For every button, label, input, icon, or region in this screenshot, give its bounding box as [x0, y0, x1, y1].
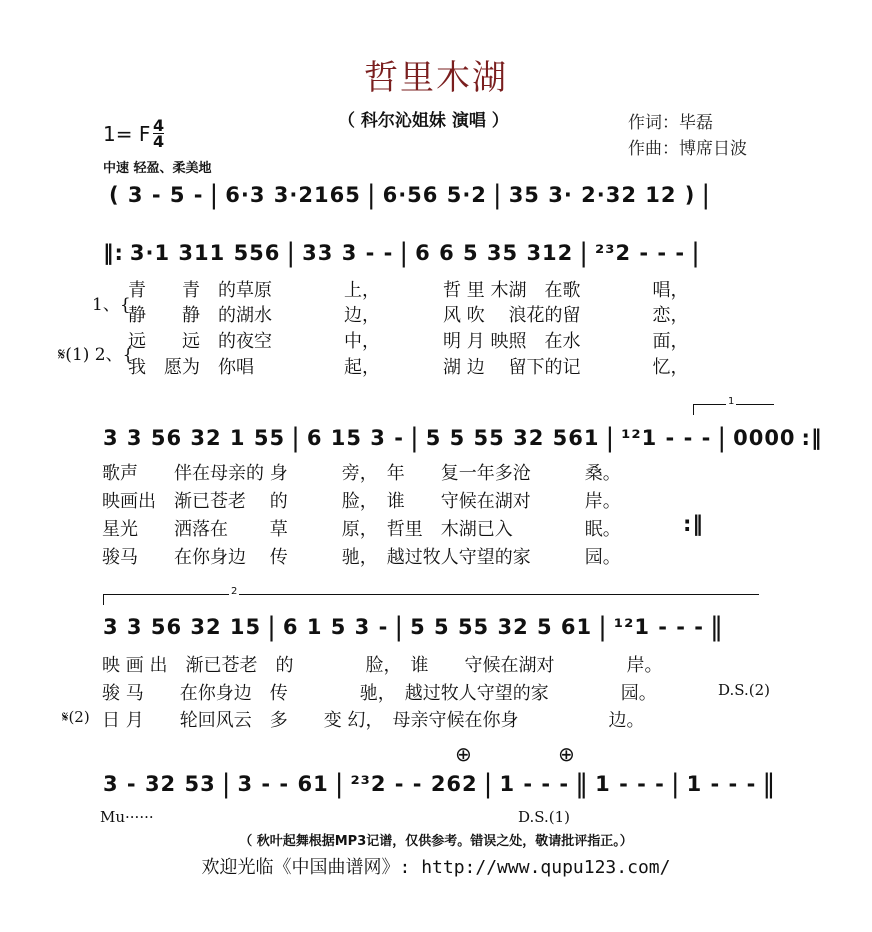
lyric-row: 远 远 的夜空 中， 明 月 映照 在水 面， — [128, 331, 689, 352]
final-barline: ‖ — [710, 612, 725, 642]
barline: | — [605, 423, 616, 453]
tempo-marking: 中速 轻盈、柔美地 — [103, 161, 212, 176]
barline: | — [394, 612, 405, 642]
final-barline: ‖ — [762, 769, 777, 799]
measure: ²³2 - - - — [595, 241, 686, 265]
intro-line — [103, 180, 711, 210]
measure: 6·3 3·2165 — [225, 183, 361, 207]
lyric-row: 映 画 出 渐已苍老 的 脸， 谁 守候在湖对 岸。 — [102, 655, 663, 676]
barline: | — [579, 238, 590, 268]
measure: 5 5 55 32 561 — [425, 426, 600, 450]
lyric-row: 映画出 渐已苍老 的 脸， 谁 守候在湖对 岸。 — [102, 491, 621, 512]
music-line-3 — [97, 612, 724, 642]
lyricist: 作词：毕磊 — [628, 113, 713, 133]
barline: | — [399, 238, 410, 268]
measure: 3 - 32 53 — [103, 772, 216, 796]
measure: 5 5 55 32 5 61 — [410, 615, 593, 639]
time-signature — [153, 118, 164, 149]
measure: 6·56 5·2 — [382, 183, 487, 207]
time-numerator: 4 — [153, 116, 165, 135]
measure: 6 6 5 35 312 — [415, 241, 574, 265]
barline: | — [209, 180, 220, 210]
measure: 35 3· 2·32 12 ) — [508, 183, 696, 207]
segno-2: 𝄋(2) — [62, 708, 90, 726]
music-line-1 — [103, 238, 701, 268]
lyric-row: 骏马 在你身边 传 驰， 越过牧人守望的家 园。 — [102, 547, 621, 568]
measure: 3·1 311 556 — [129, 241, 281, 265]
coda-icon: ⊕ — [558, 742, 575, 766]
volta-1 — [693, 396, 774, 415]
measure: 1 - - - — [499, 772, 570, 796]
barline: | — [267, 612, 277, 642]
measure: ¹²1 - - - — [613, 615, 705, 639]
music-line-4 — [97, 769, 776, 799]
barline: | — [334, 769, 345, 799]
lyric-row: 静 静 的湖水 边， 风 吹 浪花的留 恋， — [128, 305, 689, 326]
lyric-row: 星光 洒落在 草 原， 哲里 木湖已入 眠。 — [102, 519, 621, 540]
barline: | — [221, 769, 232, 799]
key-signature: 1= F — [103, 122, 151, 146]
measure: 1 - - - — [686, 772, 757, 796]
verse-label-1: 1、{ — [92, 295, 131, 315]
measure: 6 15 3 - — [306, 426, 404, 450]
measure: ( 3 - 5 - — [109, 183, 204, 207]
time-denominator: 4 — [153, 132, 165, 151]
singer: （ 科尔沁姐妹 演唱 ） — [338, 111, 509, 131]
barline: | — [366, 180, 377, 210]
footnote: （ 秋叶起舞根据MP3记谱，仅供参考。错误之处，敬请批评指正。） — [239, 834, 633, 849]
measure: ¹²1 - - - — [621, 426, 712, 450]
measure: 3 3 56 32 1 55 — [103, 426, 286, 450]
barline: | — [701, 180, 712, 210]
barline: | — [492, 180, 503, 210]
dal-segno-2: D.S.(2) — [718, 681, 771, 699]
measure: 3 3 56 32 15 — [103, 615, 262, 639]
barline: | — [691, 238, 701, 268]
lyric-row: 骏 马 在你身边 传 驰， 越过牧人守望的家 园。 — [102, 683, 657, 704]
measure: 6 1 5 3 - — [282, 615, 389, 639]
volta-label: 1 — [728, 396, 735, 407]
barline: | — [286, 238, 297, 268]
measure: 0000 — [733, 426, 796, 450]
volta-label: 2 — [231, 586, 238, 597]
music-line-2 — [97, 423, 822, 453]
song-title: 哲里木湖 — [364, 58, 508, 98]
volta-2 — [103, 586, 759, 605]
website-link[interactable]: 欢迎光临《中国曲谱网》: http://www.qupu123.com/ — [201, 857, 671, 878]
barline: | — [717, 423, 728, 453]
barline: | — [483, 769, 494, 799]
lyric-row: 日 月 轮回风云 多 变 幻， 母亲守候在你身 边。 — [102, 710, 645, 731]
repeat-end: :‖ — [801, 426, 823, 450]
verse-label-2: 𝄋(1) 2、{ — [58, 345, 134, 365]
repeat-end-sign: :‖ — [683, 512, 704, 536]
coda-icon: ⊕ — [455, 742, 472, 766]
measure: 33 3 - - — [302, 241, 394, 265]
measure: ²³2 - - 262 — [350, 772, 478, 796]
barline: | — [670, 769, 681, 799]
lyric-row: 青 青 的草原 上， 哲 里 木湖 在歌 唱， — [128, 280, 689, 301]
humming-lyric: Mu······ — [100, 808, 154, 826]
barline: | — [598, 612, 608, 642]
lyric-row: 歌声 伴在母亲的 身 旁， 年 复一年多沧 桑。 — [102, 463, 621, 484]
measure: 3 - - 61 — [237, 772, 329, 796]
dal-segno-1: D.S.(1) — [518, 808, 571, 826]
composer: 作曲：博席日波 — [628, 139, 747, 159]
barline: | — [409, 423, 420, 453]
lyric-row: 我 愿为 你唱 起， 湖 边 留下的记 忆， — [128, 357, 689, 378]
measure: 1 - - - — [595, 772, 665, 796]
repeat-start: ‖: — [103, 241, 124, 265]
double-barline: ‖ — [575, 769, 590, 799]
barline: | — [291, 423, 301, 453]
